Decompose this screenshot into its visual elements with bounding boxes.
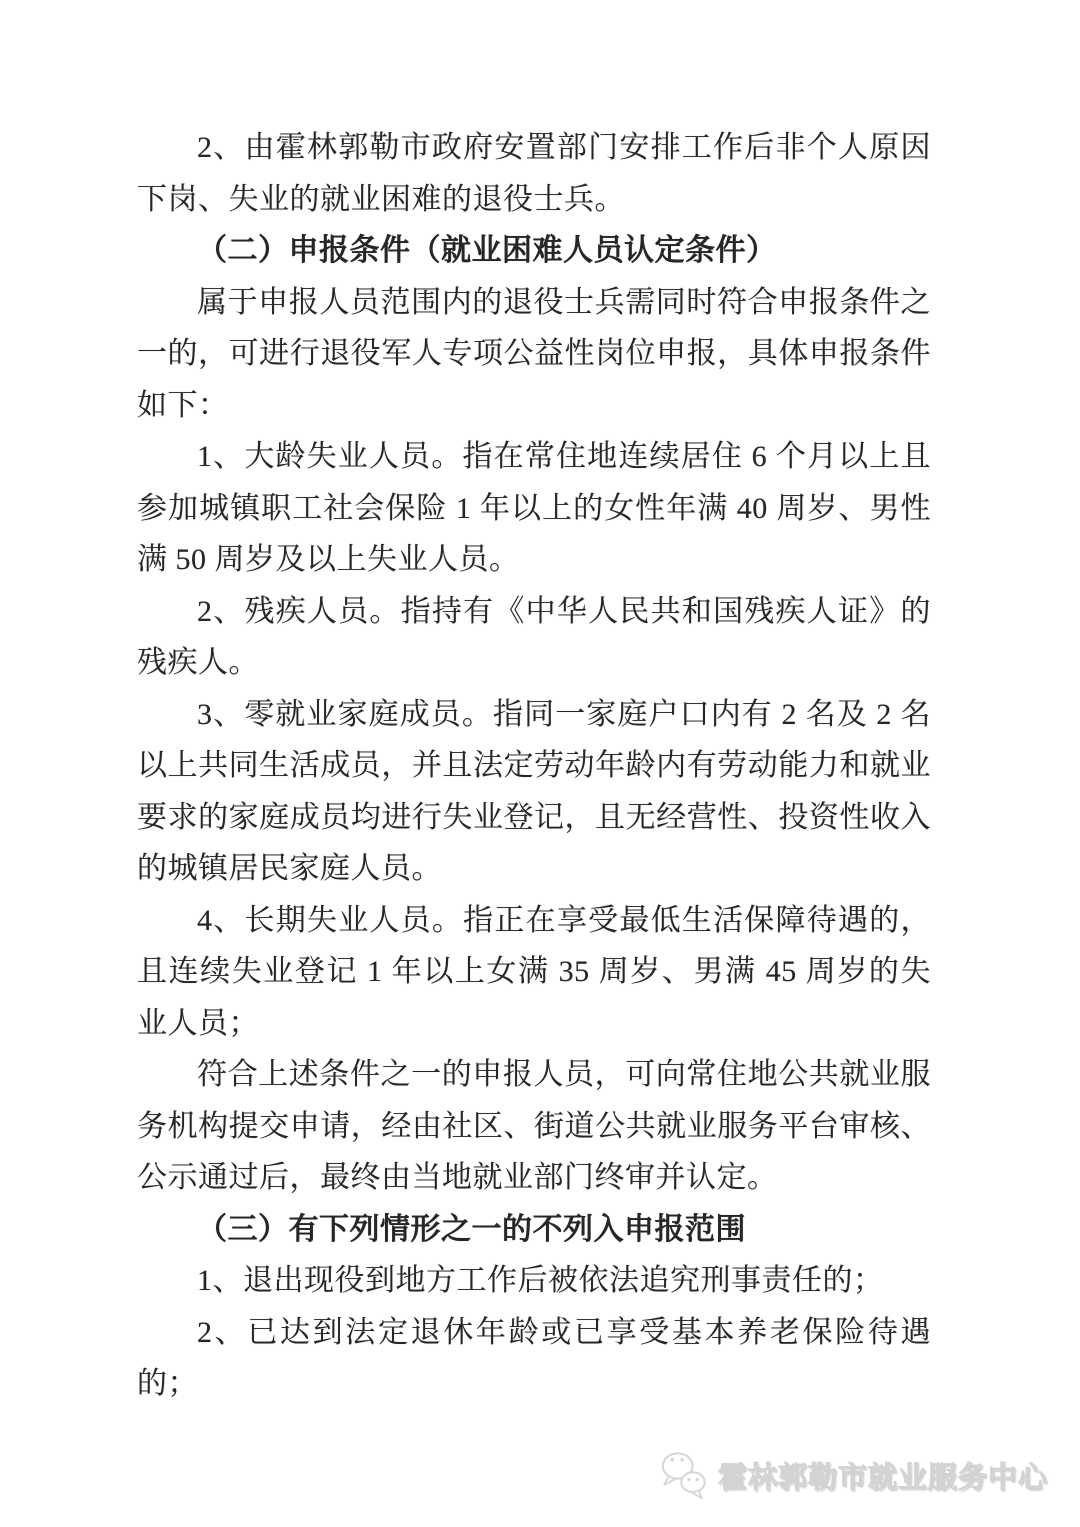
paragraph-exclusion-1: 1、退出现役到地方工作后被依法追究刑事责任的； (197, 1264, 884, 1297)
paragraph-condition-4: 4、长期失业人员。指正在享受最低生活保障待遇的，且连续失业登记 1 年以上女满 35 周岁、男满 45 周岁的失业人员； (137, 903, 931, 1040)
watermark-text: 霍林郭勒市就业服务中心 (717, 1461, 1048, 1494)
section-heading-3: （三）有下列情形之一的不列入申报范围 (197, 1212, 746, 1246)
section-heading-2: （二）申报条件（就业困难人员认定条件） (197, 234, 777, 267)
paragraph-scope-item-2: 2、由霍林郭勒市政府安置部门安排工作后非个人原因下岗、失业的就业困难的退役士兵。 (137, 131, 931, 216)
paragraph-exclusion-2: 2、已达到法定退休年龄或已享受基本养老保险待遇的； (137, 1315, 931, 1400)
paragraph-condition-1: 1、大龄失业人员。指在常住地连续居住 6 个月以上且参加城镇职工社会保险 1 年以上的女性年满 40 周岁、男性满 50 周岁及以上失业人员。 (137, 440, 931, 576)
watermark (657, 1444, 1048, 1506)
paragraph-conditions-intro: 属于申报人员范围内的退役士兵需同时符合申报条件之一的，可进行退役军人专项公益性岗位申报，具体申报条件如下： (137, 285, 931, 422)
document-text (137, 122, 931, 1410)
wechat-icon (657, 1446, 711, 1504)
paragraph-condition-3: 3、零就业家庭成员。指同一家庭户口内有 2 名及 2 名以上共同生活成员，并且法定劳动年龄内有劳动能力和就业要求的家庭成员均进行失业登记，且无经营性、投资性收入的城镇居民家庭人员。 (137, 697, 931, 885)
paragraph-application-process: 符合上述条件之一的申报人员，可向常住地公共就业服务机构提交申请，经由社区、街道公共就业服务平台审核、公示通过后，最终由当地就业部门终审并认定。 (137, 1058, 931, 1194)
paragraph-condition-2: 2、残疾人员。指持有《中华人民共和国残疾人证》的残疾人。 (137, 594, 931, 679)
